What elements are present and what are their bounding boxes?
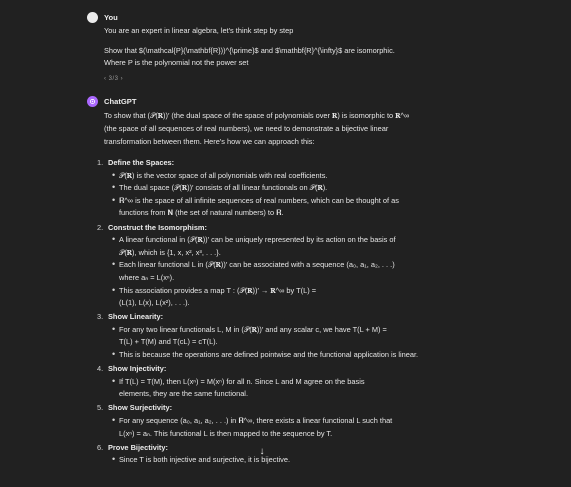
step-line: L(xⁿ) = aₙ. This functional L is then mapped to the sequence by T. [119, 428, 333, 438]
assistant-intro-line: transformation between them. Here's how we can approach this: [104, 137, 315, 146]
response-pager[interactable]: ‹ 3/3 › [104, 76, 124, 82]
user-avatar-icon [87, 12, 98, 23]
bullet-icon: • [112, 375, 116, 386]
bullet-icon: • [112, 415, 116, 425]
bullet-icon: • [112, 182, 116, 193]
assistant-intro-line: To show that (𝒫(𝐑))′ (the dual space of the space of polynomials over 𝐑) is isomorphic to 𝐑^∞ [104, 111, 410, 120]
step-line: T(L) + T(M) and T(cL) = cT(L). [119, 337, 218, 347]
bullet-icon: • [112, 454, 116, 465]
step-line: The dual space (𝒫(𝐑))′ consists of all linear functionals on 𝒫(𝐑). [119, 183, 328, 193]
step-number: 4. [97, 364, 104, 374]
bullet-icon: • [112, 259, 116, 270]
user-message-line: Where P is the polynomial not the power set [104, 58, 249, 67]
step-number: 5. [97, 403, 104, 413]
step-number: 2. [97, 222, 104, 232]
step-line: (L(1), L(x), L(x²), . . .). [119, 298, 190, 308]
step-line: 𝒫(𝐑), which is {1, x, x², x³, . . .}. [119, 247, 221, 257]
bullet-icon: • [112, 284, 116, 295]
user-message-line: Show that $(\mathcal{P}(\mathbf{R}))^{\prime}$ and $\mathbf{R}^{\infty}$ are isomorphic. [104, 46, 395, 55]
step-line: 𝐑^∞ is the space of all infinite sequences of real numbers, which can be thought of as [119, 195, 399, 205]
arrow-down-icon[interactable]: ↓ [259, 446, 265, 457]
step-title: Show Injectivity: [108, 364, 167, 374]
assistant-name: ChatGPT [104, 97, 137, 106]
step-line: where aₙ = L(xⁿ). [119, 272, 175, 282]
step-title: Prove Bijectivity: [108, 442, 168, 452]
openai-logo-icon [87, 96, 98, 107]
step-line: A linear functional in (𝒫(𝐑))′ can be uniquely represented by its action on the basis of [119, 235, 396, 245]
bullet-icon: • [112, 194, 116, 205]
step-line: If T(L) = T(M), then L(xⁿ) = M(xⁿ) for all n. Since L and M agree on the basis [119, 376, 365, 386]
step-number: 6. [97, 442, 104, 452]
step-line: Since T is both injective and surjective, it is bijective. [119, 455, 291, 465]
assistant-intro-line: (the space of all sequences of real numbers), we need to demonstrate a bijective linear [104, 124, 389, 133]
step-title: Show Surjectivity: [108, 403, 173, 413]
step-title: Define the Spaces: [108, 158, 175, 167]
bullet-icon: • [112, 234, 116, 245]
user-message-line: You are an expert in linear algebra, let's think step by step [104, 26, 294, 35]
bullet-icon: • [112, 323, 116, 334]
step-line: For any sequence (a₀, a₁, a₂, . . .) in 𝐑^∞, there exists a linear functional L such that [119, 416, 393, 425]
step-line: This is because the operations are defined pointwise and the functional application is linear. [119, 350, 419, 359]
step-line: Each linear functional L in (𝒫(𝐑))′ can be associated with a sequence (a₀, a₁, a₂, . . .) [119, 260, 395, 270]
step-title: Construct the Isomorphism: [108, 222, 207, 232]
bullet-icon: • [112, 169, 116, 180]
step-line: For any two linear functionals L, M in (𝒫(𝐑))′ and any scalar c, we have T(L + M) = [119, 324, 387, 334]
step-title: Show Linearity: [108, 312, 164, 322]
step-line: 𝒫(𝐑) is the vector space of all polynomials with real coefficients. [119, 170, 328, 180]
user-name: You [104, 13, 118, 22]
step-number: 3. [97, 312, 104, 322]
step-line: This association provides a map T : (𝒫(𝐑))′ → 𝐑^∞ by T(L) = [119, 285, 317, 295]
bullet-icon: • [112, 349, 116, 359]
step-number: 1. [97, 158, 104, 167]
step-line: elements, they are the same functional. [119, 389, 248, 399]
step-line: functions from 𝐍 (the set of natural numbers) to 𝐑. [119, 208, 284, 218]
